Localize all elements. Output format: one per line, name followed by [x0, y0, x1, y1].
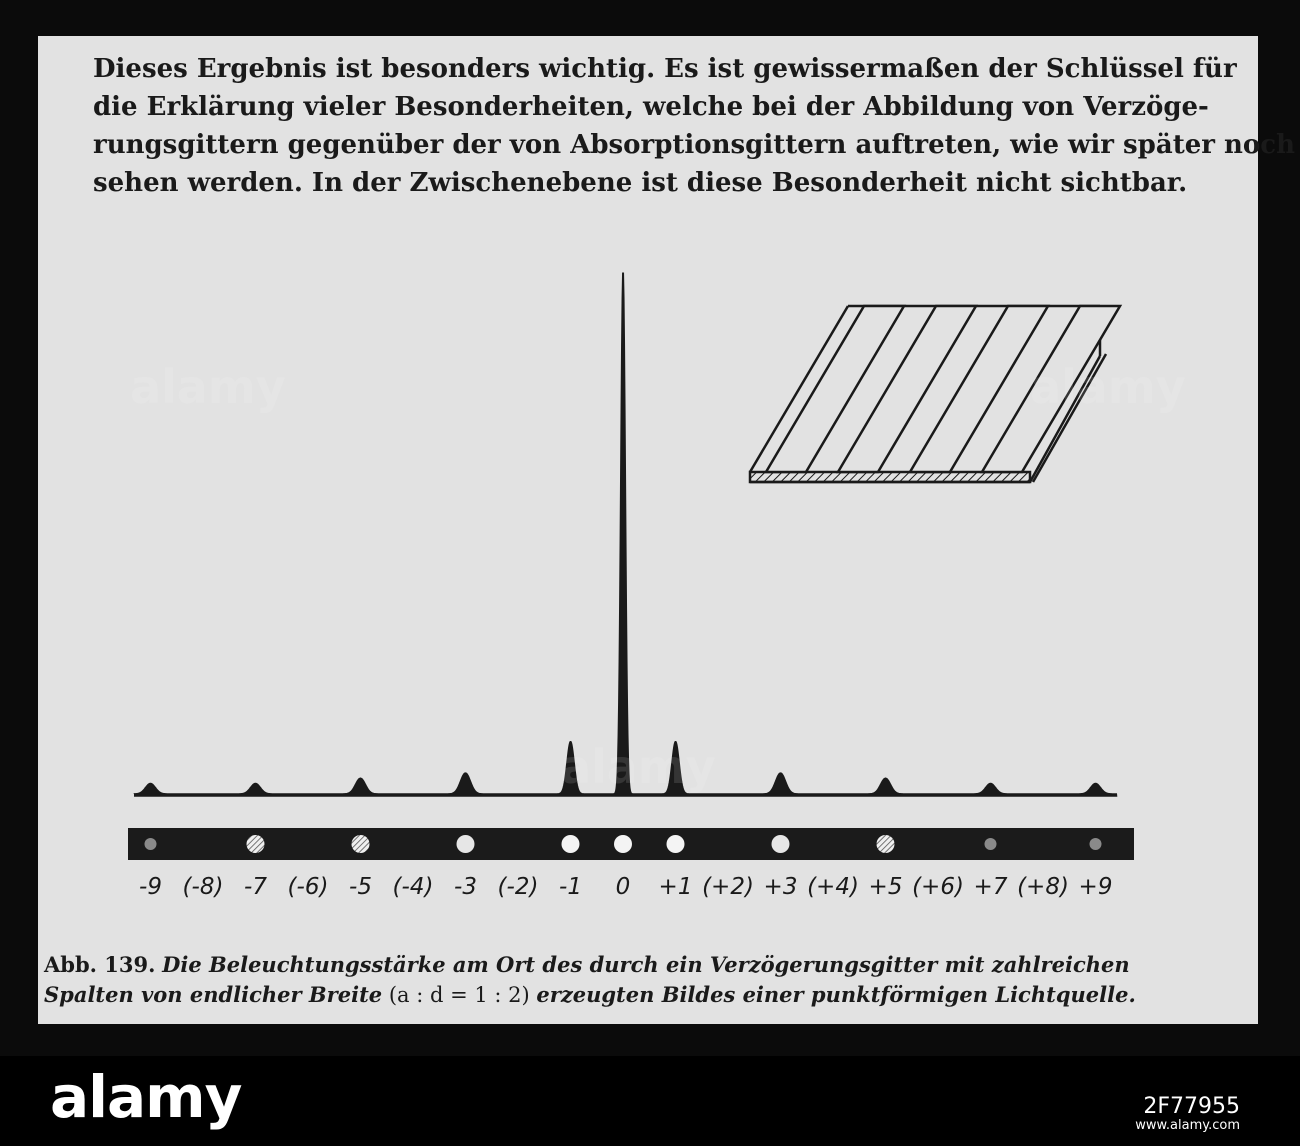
alamy-logo: alamy — [50, 1063, 242, 1131]
diffraction-spot — [145, 838, 157, 850]
watermark-ghost: alamy — [560, 740, 716, 794]
slide-page — [38, 36, 1295, 1024]
order-label: (+8) — [1017, 874, 1069, 900]
watermark-url: www.alamy.com — [1135, 1118, 1240, 1133]
caption-text-2a: Spalten von endlicher Breite — [44, 982, 383, 1007]
caption-text-2b: erzeugten Bildes einer punktförmigen Lichtquelle. — [536, 982, 1136, 1007]
diffraction-spot — [985, 838, 997, 850]
diffraction-spot — [352, 835, 370, 853]
diffraction-spot — [457, 835, 475, 853]
caption-line-1 — [44, 950, 1224, 980]
watermark-ghost: alamy — [1030, 360, 1186, 414]
order-labels — [38, 874, 1258, 914]
order-label: (-6) — [287, 874, 329, 900]
order-label: +5 — [868, 874, 903, 900]
paragraph-line: Dieses Ergebnis ist besonders wichtig. Es ist gewissermaßen der Schlüssel für — [93, 54, 1237, 84]
order-label: -1 — [559, 874, 582, 900]
diffraction-spot — [772, 835, 790, 853]
order-label: +3 — [763, 874, 798, 900]
order-label: (+4) — [807, 874, 859, 900]
diffraction-spot — [614, 835, 632, 853]
order-label: +7 — [973, 874, 1008, 900]
caption-text-1: Die Beleuchtungsstärke am Ort des durch ein Verzögerungsgitter mit zahlreichen — [162, 952, 1130, 977]
intensity-curve — [135, 273, 1117, 796]
order-label: -5 — [349, 874, 372, 900]
order-label: (-2) — [497, 874, 539, 900]
order-label: +1 — [658, 874, 693, 900]
watermark-ghost: alamy — [130, 360, 286, 414]
paragraph-line: rungsgittern gegenüber der von Absorptionsgittern auftreten, wie wir später noch — [93, 130, 1295, 160]
order-label: +9 — [1078, 874, 1113, 900]
image-id: 2F77955 — [1143, 1094, 1240, 1119]
caption-label: Abb. 139. — [44, 952, 156, 977]
diffraction-spot — [1090, 838, 1102, 850]
caption-line-2 — [44, 980, 1224, 1010]
diffraction-spot — [562, 835, 580, 853]
order-label: -7 — [244, 874, 267, 900]
diffraction-spot — [877, 835, 895, 853]
figure-caption — [44, 950, 1224, 1010]
diffraction-spot — [667, 835, 685, 853]
diffraction-spot — [247, 835, 265, 853]
paragraph-line: die Erklärung vieler Besonderheiten, welche bei der Abbildung von Verzöge- — [93, 92, 1209, 122]
order-label: -3 — [454, 874, 477, 900]
order-label: (-8) — [182, 874, 224, 900]
caption-ratio: (a : d = 1 : 2) — [388, 983, 530, 1007]
order-label: (+6) — [912, 874, 964, 900]
order-label: 0 — [615, 874, 631, 900]
order-label: (-4) — [392, 874, 434, 900]
order-label: -9 — [139, 874, 162, 900]
order-label: (+2) — [702, 874, 754, 900]
paragraph-line: sehen werden. In der Zwischenebene ist diese Besonderheit nicht sichtbar. — [93, 168, 1188, 198]
